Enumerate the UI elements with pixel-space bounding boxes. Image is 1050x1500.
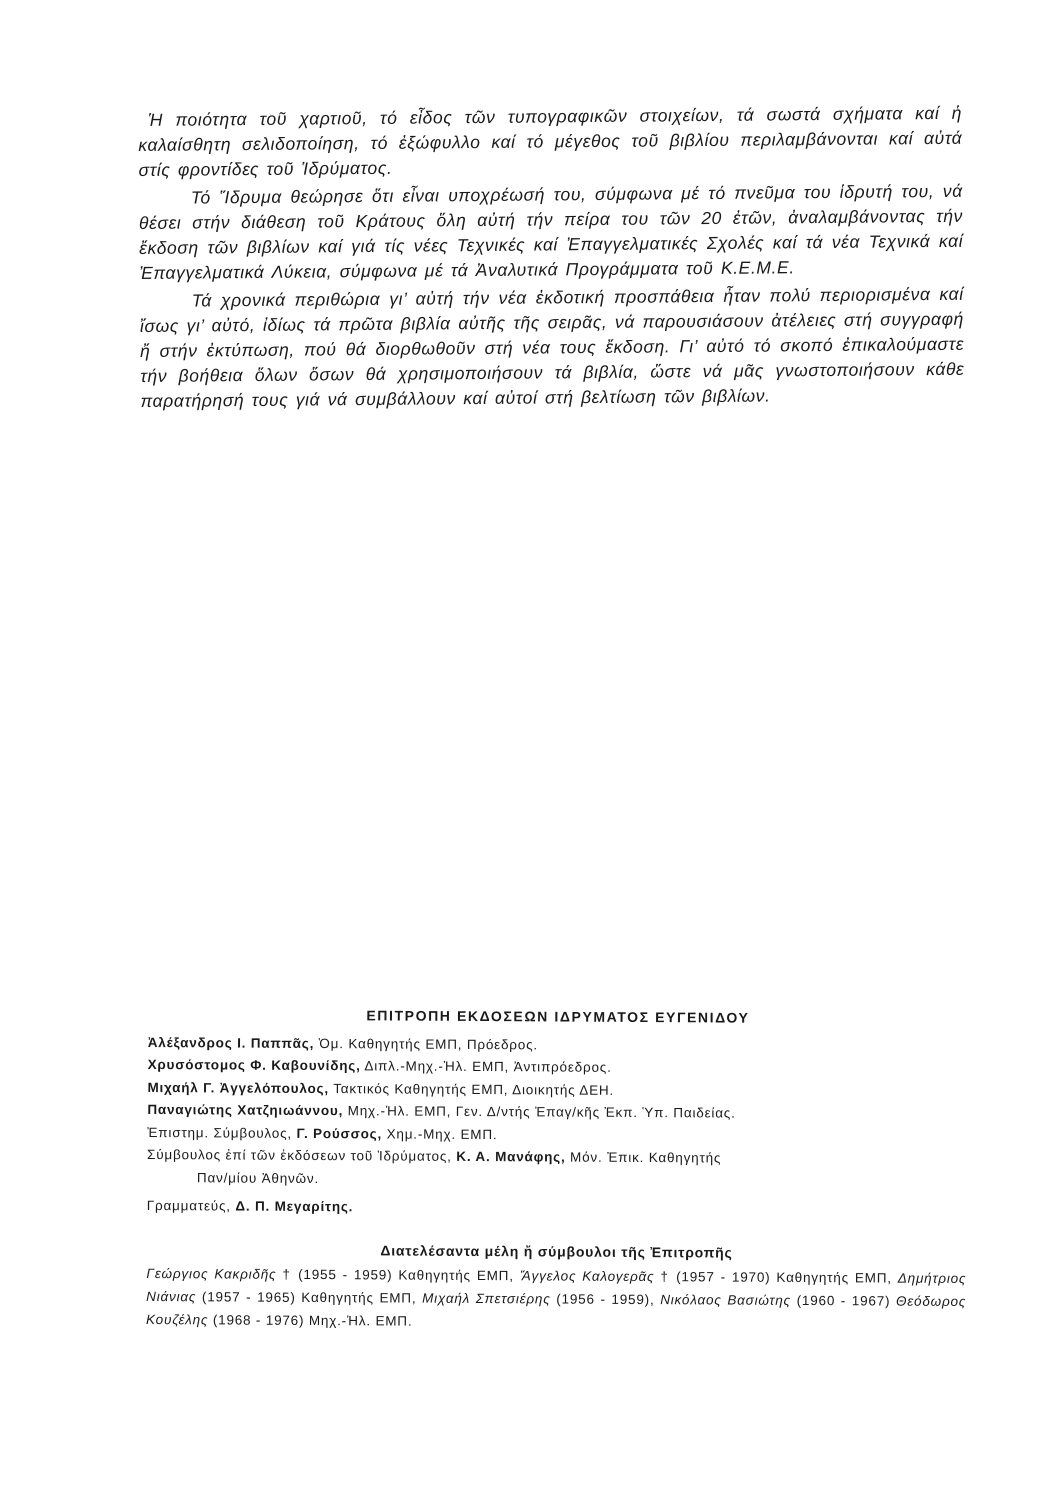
past-member-info: (1968 - 1976) Μηχ.-Ἠλ. ΕΜΠ. (208, 1312, 413, 1329)
past-members-text (146, 1262, 966, 1336)
member-name: Χρυσόστομος Φ. Καβουνίδης, (147, 1056, 361, 1074)
past-members-title: Διατελέσαντα μέλη ἤ σύμβουλοι τῆς Ἐπιτροπῆς (380, 1241, 733, 1261)
past-member-name: Νικόλαος Βασιώτης (660, 1292, 791, 1308)
member-role: Διπλ.-Μηχ.-Ἠλ. ΕΜΠ, Ἀντιπρόεδρος. (360, 1058, 612, 1075)
past-member-info: (1960 - 1967) (790, 1292, 897, 1309)
editions-advisor (147, 1144, 967, 1194)
past-member-info: † (1957 - 1970) Καθηγητής ΕΜΠ, (654, 1269, 898, 1286)
committee-title: ΕΠΙΤΡΟΠΗ ΕΚΔΟΣΕΩΝ ΙΔΡΥΜΑΤΟΣ ΕΥΓΕΝΙΔΟΥ (366, 1007, 750, 1026)
intro-paragraph-3: Τά χρονικά περιθώρια γι’ αὐτή τήν νέα ἐκδοτική προσπάθεια ἦταν πολύ περιορισμένα καί ἴσως γι’ αὐτό, ἰδίως τά πρῶτα βιβλία αὐτῆς τῆς σειρᾶς, νά παρουσιάσουν ἀτέλειες στή συγγραφή ἤ στήν ἐκτύπωση, πού θά διορθωθοῦν στή νέα τους ἔκδοση. Γι’ αὐτό τό σκοπό ἐπικαλούμαστε τήν βοήθεια ὅλων ὅσων θά χρησιμοποιήσουν τά βιβλία, ὥστε νά μᾶς γνωστοποιήσουν κάθε παρατήρησή τους γιά νά συμβάλλουν καί αὐτοί στή βελτίωση τῶν βιβλίων. (139, 283, 965, 411)
past-member-name: Γεώργιος Κακριδῆς (146, 1265, 277, 1282)
past-member-info: (1957 - 1965) Καθηγητής ΕΜΠ, (196, 1289, 423, 1306)
advisor-role: Χημ.-Μηχ. ΕΜΠ. (382, 1125, 498, 1142)
secretary-prefix: Γραμματεύς, (146, 1197, 231, 1214)
member-name: Παναγιώτης Χατζηιωάννου, (147, 1101, 344, 1119)
committee-section (146, 1003, 968, 1336)
past-member-name: Δημήτριος Νιάνιας (146, 1270, 967, 1305)
advisor-prefix: Ἐπιστημ. Σύμβουλος, (147, 1124, 293, 1141)
member-name: Ἀλέξανδρος Ι. Παππᾶς, (147, 1034, 315, 1051)
secretary (147, 1195, 967, 1223)
past-member-name: Μιχαήλ Σπετσιέρης (422, 1290, 551, 1307)
editor-role-continued: Παν/μίου Ἀθηνῶν. (196, 1169, 320, 1186)
member-name: Μιχαήλ Γ. Ἀγγελόπουλος, (147, 1079, 329, 1096)
member-role: Τακτικός Καθηγητής ΕΜΠ, Διοικητής ΔΕΗ. (328, 1080, 615, 1098)
editor-prefix: Σύμβουλος ἐπί τῶν ἐκδόσεων τοῦ Ἱδρύματος, (147, 1146, 452, 1164)
editor-name: Κ. Α. Μανάφης, (456, 1148, 566, 1165)
intro-text (138, 101, 965, 417)
member-role: Μηχ.-Ἠλ. ΕΜΠ, Γεν. Δ/ντής Ἐπαγ/κῆς Ἐκπ. Ὑπ. Παιδείας. (343, 1103, 736, 1121)
past-member-info: (1956 - 1959), (550, 1291, 661, 1308)
past-member-info: † (1955 - 1959) Καθηγητής ΕΜΠ, (276, 1266, 520, 1284)
member-role: Ὁμ. Καθηγητής ΕΜΠ, Πρόεδρος. (314, 1035, 539, 1052)
intro-paragraph-2: Τό Ἵδρυμα θεώρησε ὅτι εἶναι υποχρέωσή του, σύμφωνα μέ τό πνεῦμα του ἱδρυτή του, νά θέσει στήν διάθεση τοῦ Κράτους ὅλη αὐτή τήν πείρα του τῶν 20 ἐτῶν, ἀναλαμβάνοντας τήν ἔκδοση τῶν βιβλίων καί γιά τίς νέες Τεχνικές καί Ἐπαγγελματικές Σχολές καί τά νέα Τεχνικά καί Ἐπαγγελματικά Λύκεια, σύμφωνα μέ τά Ἀναλυτικά Προγράμματα τοῦ Κ.Ε.Μ.Ε. (138, 180, 964, 283)
past-member-name: Θεόδωρος Κουζέλης (146, 1293, 967, 1328)
intro-paragraph-1: Ἡ ποιότητα τοῦ χαρτιοῦ, τό εἶδος τῶν τυπογραφικῶν στοιχείων, τά σωστά σχήματα καί ἡ καλαίσθητη σελιδοποίηση, τό ἐξώφυλλο καί τό μέγεθος τοῦ βιβλίου περιλαμβάνονται καί αὐτά στίς φροντίδες τοῦ Ἱδρύματος. (138, 102, 963, 180)
secretary-name: Δ. Π. Μεγαρίτης. (235, 1198, 354, 1215)
advisor-name: Γ. Ρούσσος, (296, 1125, 383, 1141)
editor-role: Μόν. Ἐπικ. Καθηγητής (565, 1149, 722, 1166)
past-member-name: Ἄγγελος Καλογερᾶς (519, 1268, 655, 1285)
